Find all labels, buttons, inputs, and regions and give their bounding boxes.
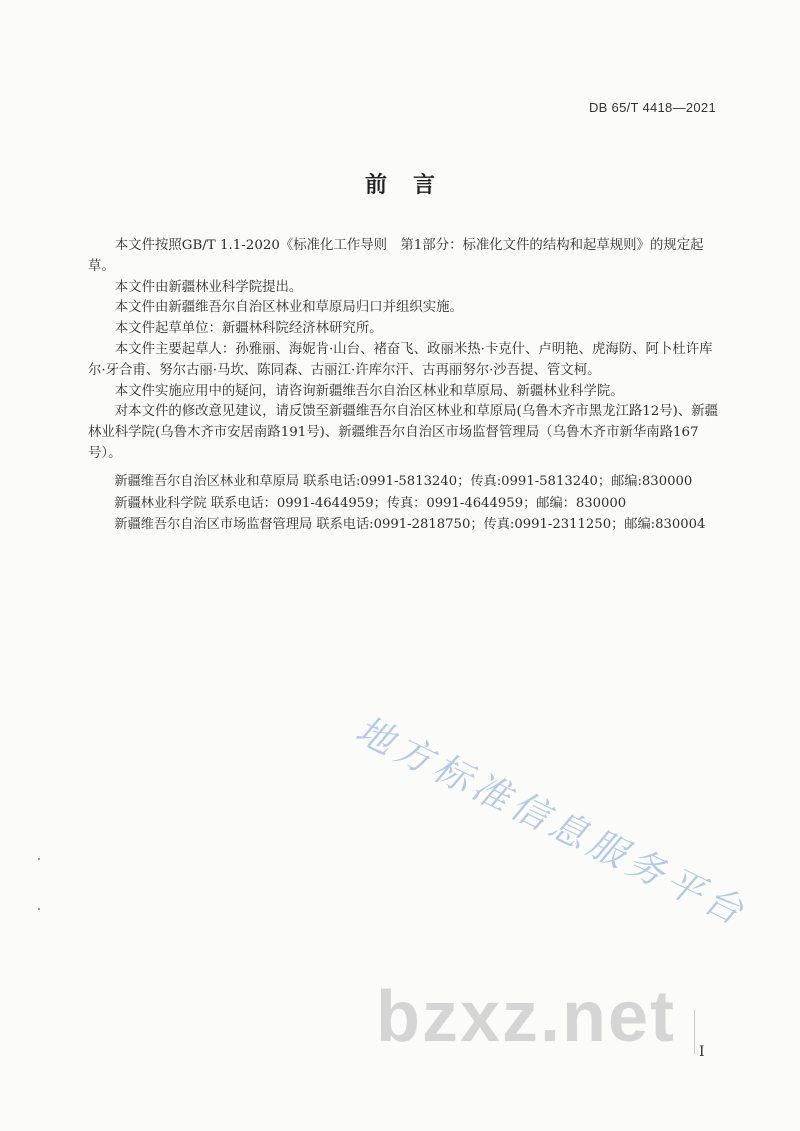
page-title: 前言 [364, 173, 461, 198]
site-watermark: bzxz.net [376, 977, 677, 1057]
standard-code: DB 65/T 4418—2021 [588, 100, 716, 115]
paragraph-drafters: 本文件主要起草人：孙雅丽、海妮肯·山台、褚奋飞、政丽米热·卡克什、卢明艳、虎海防、阿卜杜许库尔·牙合甫、努尔古丽·马坎、陈同森、古丽江·许库尔汗、古再丽努尔·沙吾提、管文柯。 [88, 341, 713, 378]
paragraph-drafting-rules: 本文件按照GB/T 1.1-2020《标准化工作导则 第1部分：标准化文件的结构和起草规则》的规定起草。 [88, 238, 704, 274]
paragraph-administrator: 本文件由新疆维吾尔自治区林业和草原局归口并组织实施。 [114, 300, 463, 316]
page-number: I [699, 1044, 705, 1060]
margin-mark [38, 858, 40, 860]
platform-watermark: 地方标准信息服务平台 [349, 708, 755, 936]
contact-list [88, 471, 728, 536]
contact-forestry-bureau: 新疆维吾尔自治区林业和草原局 联系电话:0991-5813240；传真:0991-5813240；邮编:830000 [114, 474, 693, 489]
contact-forestry-academy: 新疆林业科学院 联系电话：0991-4644959；传真：0991-4644959；邮编：830000 [114, 495, 627, 511]
paragraph-feedback: 对本文件的修改意见建议，请反馈至新疆维吾尔自治区林业和草原局(乌鲁木齐市黑龙江路12号)、新疆林业科学院(乌鲁木齐市安居南路191号)、新疆维吾尔自治区市场监督管理局（乌鲁木齐市新华南路167号）。 [88, 404, 719, 461]
paragraph-inquiries: 本文件实施应用中的疑问，请咨询新疆维吾尔自治区林业和草原局、新疆林业科学院。 [114, 383, 624, 399]
paragraph-proposer: 本文件由新疆林业科学院提出。 [114, 279, 303, 295]
paragraph-drafting-unit: 本文件起草单位：新疆林科院经济林研究所。 [114, 321, 383, 337]
contact-market-regulation: 新疆维吾尔自治区市场监督管理局 联系电话:0991-2818750；传真:0991-2311250；邮编:830004 [114, 517, 706, 532]
margin-mark [38, 908, 40, 910]
margin-rule [694, 1010, 695, 1054]
foreword-body [88, 236, 720, 465]
